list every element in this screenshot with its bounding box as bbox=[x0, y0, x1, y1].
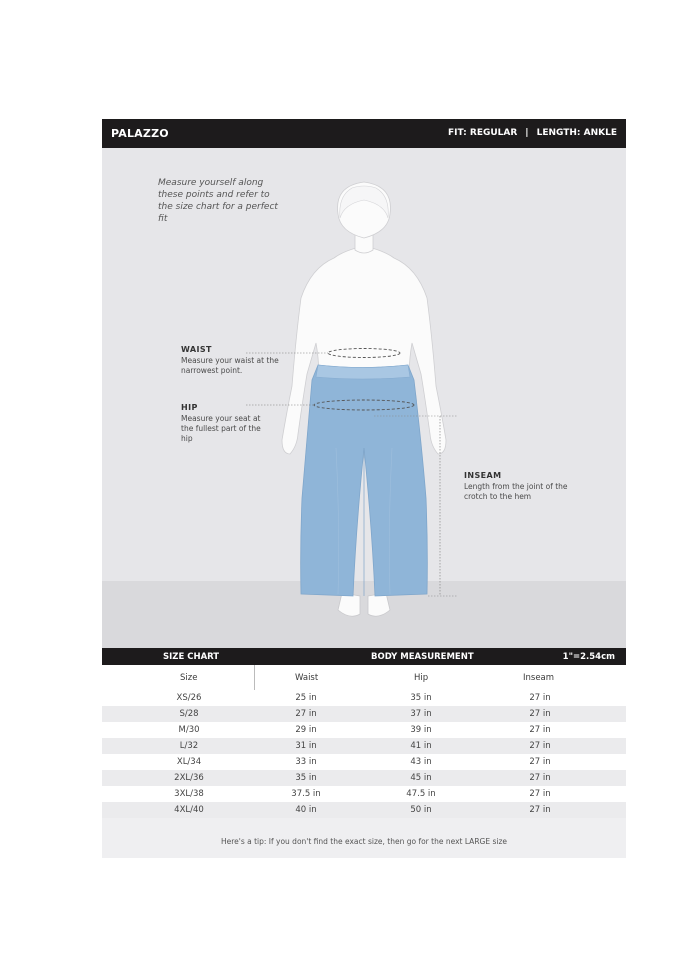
waist-cell: 29 in bbox=[295, 725, 317, 735]
size-cell: 2XL/36 bbox=[174, 773, 204, 783]
hip-cell: 47.5 in bbox=[406, 789, 436, 799]
body-measurement-title: BODY MEASUREMENT bbox=[371, 652, 474, 662]
size-chart-title: SIZE CHART bbox=[163, 652, 220, 662]
waist-callout-desc: Measure your waist at the narrowest point. bbox=[181, 356, 279, 375]
hip-callout bbox=[181, 403, 261, 444]
size-tip: Here's a tip: If you don't find the exact size, then go for the next LARGE size bbox=[220, 837, 508, 846]
inseam-cell: 27 in bbox=[529, 805, 551, 815]
hip-cell: 39 in bbox=[410, 725, 432, 735]
size-cell: 3XL/38 bbox=[174, 789, 204, 799]
inseam-cell: 27 in bbox=[529, 725, 551, 735]
size-cell: XL/34 bbox=[176, 757, 202, 767]
hip-cell: 37 in bbox=[410, 709, 432, 719]
table-row bbox=[102, 770, 626, 786]
inseam-callout-title: INSEAM bbox=[464, 471, 502, 480]
size-table-header bbox=[102, 665, 626, 690]
column-header-size: Size bbox=[180, 673, 198, 683]
size-cell: M/30 bbox=[178, 725, 200, 735]
table-row bbox=[102, 706, 626, 722]
measure-instructions: Measure yourself along these points and refer to the size chart for a perfect fit bbox=[158, 178, 278, 224]
inseam-cell: 27 in bbox=[529, 757, 551, 767]
waist-cell: 25 in bbox=[295, 693, 317, 703]
table-row bbox=[102, 738, 626, 754]
product-specs bbox=[448, 128, 617, 138]
size-guide-sheet bbox=[102, 119, 626, 858]
waist-cell: 31 in bbox=[295, 741, 317, 751]
waist-callout bbox=[181, 345, 281, 376]
length-label: LENGTH: ANKLE bbox=[536, 128, 617, 138]
hip-cell: 35 in bbox=[410, 693, 432, 703]
unit-conversion: 1"=2.54cm bbox=[562, 652, 615, 662]
waist-cell: 33 in bbox=[295, 757, 317, 767]
inseam-callout bbox=[464, 471, 574, 502]
inseam-callout-desc: Length from the joint of the crotch to the hem bbox=[464, 482, 568, 501]
table-row bbox=[102, 690, 626, 706]
fit-label: FIT: REGULAR bbox=[448, 128, 518, 138]
hip-cell: 43 in bbox=[410, 757, 432, 767]
hip-cell: 50 in bbox=[410, 805, 432, 815]
column-header-hip: Hip bbox=[414, 673, 429, 683]
size-cell: XS/26 bbox=[176, 693, 202, 703]
table-row bbox=[102, 802, 626, 818]
size-cell: S/28 bbox=[179, 709, 199, 719]
inseam-cell: 27 in bbox=[529, 773, 551, 783]
size-cell: L/32 bbox=[179, 741, 199, 751]
product-name: PALAZZO bbox=[111, 127, 169, 140]
product-header-bar bbox=[102, 119, 626, 148]
hip-cell: 41 in bbox=[410, 741, 432, 751]
hip-cell: 45 in bbox=[410, 773, 432, 783]
hip-callout-title: HIP bbox=[181, 403, 198, 412]
waist-cell: 35 in bbox=[295, 773, 317, 783]
waist-cell: 37.5 in bbox=[291, 789, 321, 799]
table-row bbox=[102, 786, 626, 802]
hip-callout-desc: Measure your seat at the fullest part of the hip bbox=[181, 414, 261, 443]
measurement-illustration bbox=[102, 148, 626, 648]
size-cell: 4XL/40 bbox=[174, 805, 204, 815]
waist-cell: 40 in bbox=[295, 805, 317, 815]
table-row bbox=[102, 722, 626, 738]
table-row bbox=[102, 754, 626, 770]
inseam-cell: 27 in bbox=[529, 789, 551, 799]
size-table-body bbox=[102, 690, 626, 818]
inseam-cell: 27 in bbox=[529, 741, 551, 751]
waist-cell: 27 in bbox=[295, 709, 317, 719]
column-header-waist: Waist bbox=[295, 673, 319, 683]
column-header-inseam: Inseam bbox=[523, 673, 555, 683]
spec-separator: | bbox=[525, 128, 529, 138]
inseam-cell: 27 in bbox=[529, 693, 551, 703]
size-chart-header bbox=[102, 648, 626, 665]
waist-callout-title: WAIST bbox=[181, 345, 212, 354]
column-divider bbox=[254, 665, 255, 690]
inseam-cell: 27 in bbox=[529, 709, 551, 719]
